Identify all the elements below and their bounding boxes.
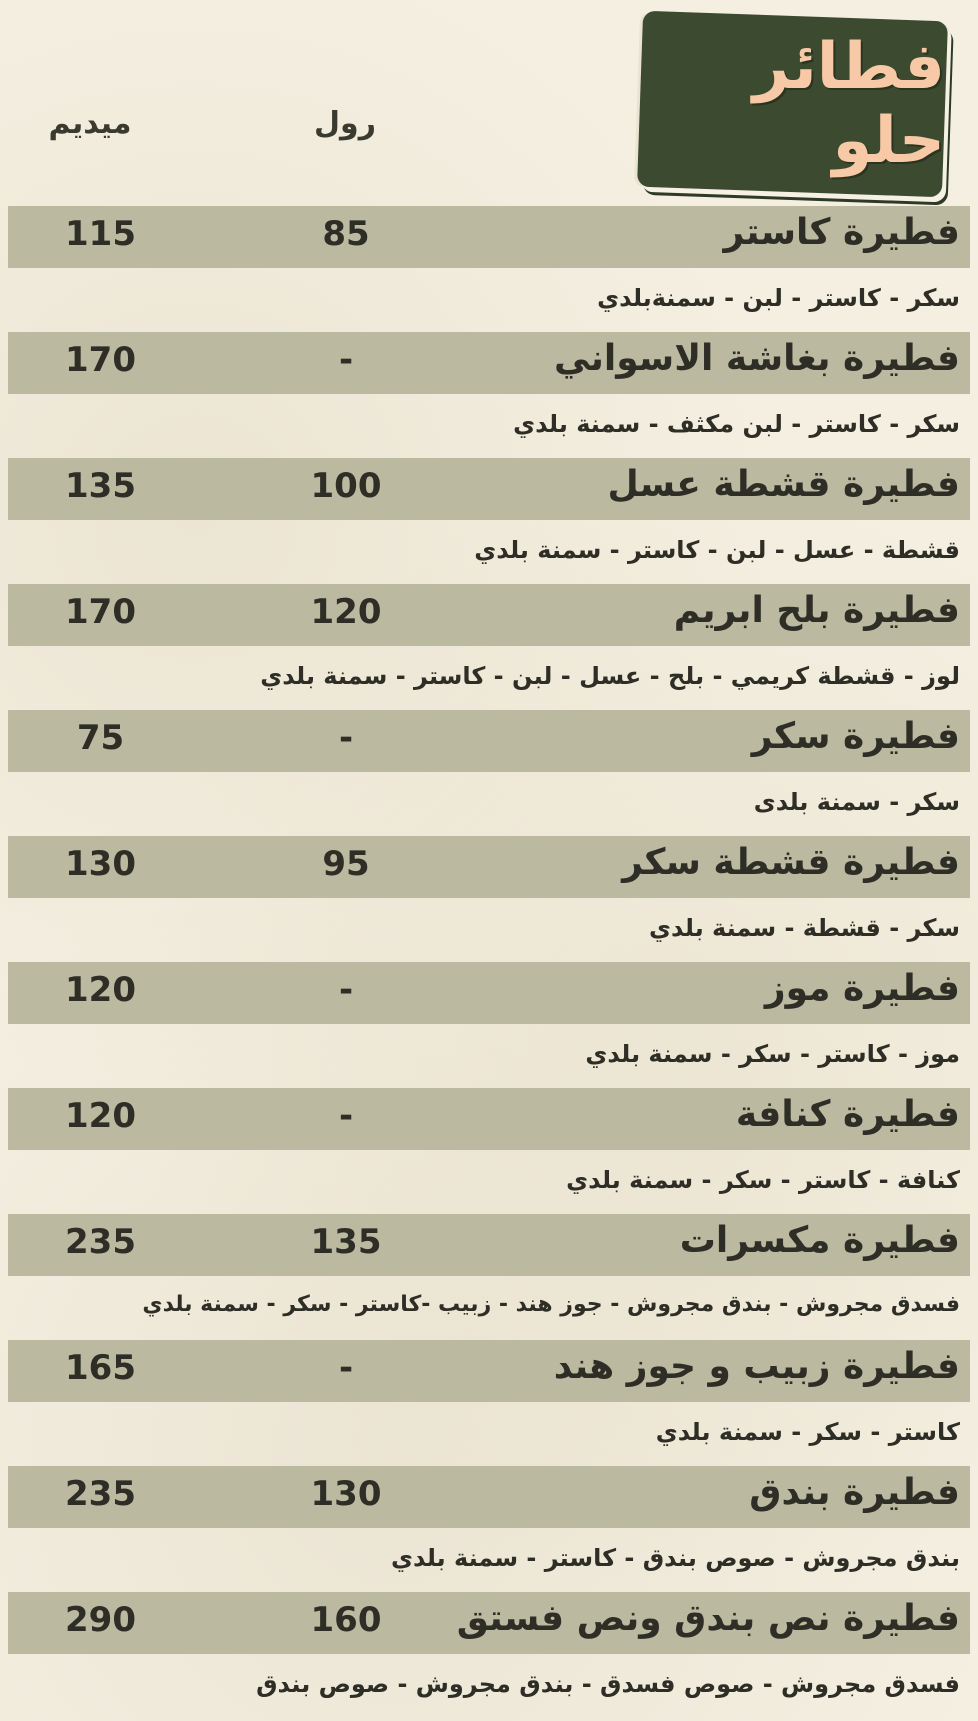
column-header-medium: ميديم — [48, 106, 132, 141]
menu-item-ingredients: فسدق مجروش - بندق مجروش - جوز هند - زبيب -كاستر - سكر - سمنة بلدي — [142, 1292, 960, 1317]
menu-item-name: فطيرة موز — [764, 968, 960, 1009]
menu-item-price-medium: 235 — [65, 1474, 136, 1514]
menu-item-price-roll: - — [338, 970, 354, 1010]
menu-item-price-medium: 120 — [65, 1096, 136, 1136]
menu-item — [8, 1340, 970, 1466]
menu-item-price-roll: 130 — [310, 1474, 382, 1514]
menu-item-price-roll: 160 — [310, 1600, 382, 1640]
menu-item-price-roll: 85 — [322, 214, 370, 254]
menu-item-ingredients: سكر - كاستر - لبن مكثف - سمنة بلدي — [513, 410, 960, 438]
menu-item — [8, 710, 970, 836]
menu-item — [8, 962, 970, 1088]
menu-item — [8, 206, 970, 332]
menu-item-name: فطيرة قشطة عسل — [607, 464, 960, 505]
menu-item-ingredients: بندق مجروش - صوص بندق - كاستر - سمنة بلدي — [391, 1544, 960, 1572]
menu-item-price-medium: 165 — [65, 1348, 136, 1388]
menu-item-ingredients: سكر - سمنة بلدى — [753, 788, 960, 816]
menu-list — [8, 206, 970, 1718]
menu-item — [8, 458, 970, 584]
menu-item — [8, 584, 970, 710]
menu-item-price-roll: - — [338, 718, 354, 758]
menu-item-ingredients: لوز - قشطة كريمي - بلح - عسل - لبن - كاستر - سمنة بلدي — [260, 662, 960, 690]
menu-item-name: فطيرة بغاشة الاسواني — [553, 338, 960, 379]
menu-item-ingredients: فسدق مجروش - صوص فسدق - بندق مجروش - صوص بندق — [256, 1670, 960, 1698]
menu-item-price-medium: 130 — [65, 844, 136, 884]
menu-item-price-medium: 115 — [65, 214, 136, 254]
menu-item-price-roll: - — [338, 1348, 354, 1388]
menu-item-name: فطيرة قشطة سكر — [622, 842, 960, 883]
menu-item-ingredients: سكر - كاستر - لبن - سمنةبلدي — [597, 284, 960, 312]
menu-item-ingredients: كنافة - كاستر - سكر - سمنة بلدي — [566, 1166, 960, 1194]
menu-item-price-roll: 135 — [310, 1222, 382, 1262]
menu-item-name: فطيرة كنافة — [735, 1094, 960, 1135]
menu-item-name: فطيرة بندق — [749, 1472, 960, 1513]
menu-item-name: فطيرة زبيب و جوز هند — [553, 1346, 960, 1387]
menu-item-price-medium: 290 — [65, 1600, 136, 1640]
menu-item-price-roll: - — [338, 340, 354, 380]
menu-item-name: فطيرة سكر — [751, 716, 960, 757]
menu-item-price-medium: 170 — [65, 340, 136, 380]
menu-title-plate — [637, 11, 948, 198]
menu-item-name: فطيرة نص بندق ونص فستق — [456, 1598, 960, 1639]
menu-item-ingredients: موز - كاستر - سكر - سمنة بلدي — [585, 1040, 960, 1068]
menu-item-price-medium: 75 — [76, 718, 125, 758]
menu-item-ingredients: سكر - قشطة - سمنة بلدي — [649, 914, 960, 942]
menu-item-name: فطيرة كاستر — [723, 212, 960, 253]
menu-item — [8, 1592, 970, 1718]
menu-item — [8, 1088, 970, 1214]
menu-item — [8, 332, 970, 458]
menu-item — [8, 1214, 970, 1340]
menu-item-price-medium: 120 — [65, 970, 136, 1010]
menu-item-price-roll: 120 — [310, 592, 382, 632]
menu-item-price-medium: 135 — [65, 466, 136, 506]
menu-item — [8, 1466, 970, 1592]
menu-item-price-roll: 100 — [310, 466, 382, 506]
menu-item-price-medium: 235 — [65, 1222, 136, 1262]
menu-item-ingredients: كاستر - سكر - سمنة بلدي — [655, 1418, 960, 1446]
menu-item-name: فطيرة بلح ابريم — [673, 590, 960, 631]
menu-item-name: فطيرة مكسرات — [679, 1220, 960, 1261]
menu-item-price-medium: 170 — [65, 592, 136, 632]
menu-item-price-roll: 95 — [322, 844, 370, 884]
column-header-roll: رول — [314, 106, 376, 141]
menu-title: فطائر حلو — [752, 30, 945, 178]
menu-item — [8, 836, 970, 962]
menu-item-price-roll: - — [338, 1096, 354, 1136]
menu-item-ingredients: قشطة - عسل - لبن - كاستر - سمنة بلدي — [474, 536, 960, 564]
